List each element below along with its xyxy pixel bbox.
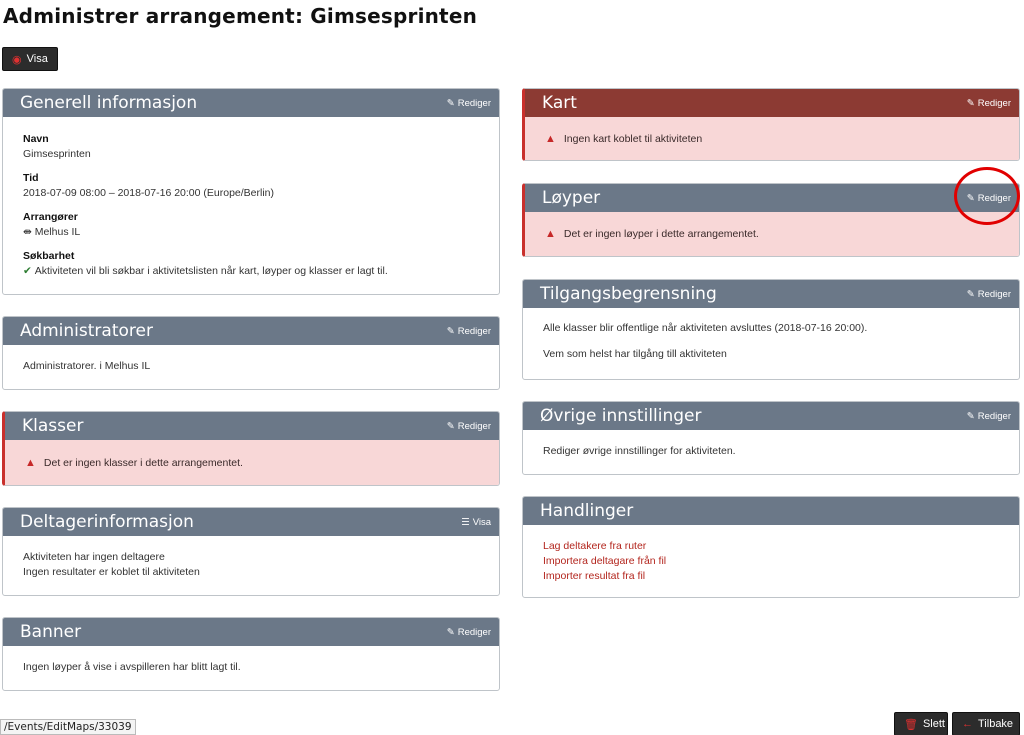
panel-title: Tilgangsbegrensning (540, 284, 717, 304)
courses-alert-text: Det er ingen løyper i dette arrangementet. (563, 228, 759, 240)
participants-body (3, 536, 499, 589)
status-bar-url: /Events/EditMaps/33039 (0, 719, 136, 735)
panel-header (3, 508, 499, 536)
banner-text: Ingen løyper å vise i avspilleren har blitt lagt til. (23, 661, 241, 673)
warning-icon: ▲ (545, 228, 556, 240)
panel-header (523, 402, 1019, 430)
eye-icon: ◉ (12, 53, 22, 66)
general-edit-button[interactable] (447, 98, 491, 109)
participants-line2: Ingen resultater er koblet til aktiviteten (23, 566, 200, 578)
other-text: Rediger øvrige innstillinger for aktiviteten. (543, 445, 736, 457)
edit-label: Rediger (457, 325, 491, 337)
trash-icon: 🗑 (904, 718, 918, 731)
panel-title: Banner (20, 622, 82, 642)
courses-edit-button[interactable] (967, 193, 1011, 204)
edit-icon: ✎ (446, 325, 455, 337)
panel-header (5, 412, 499, 440)
edit-label: Rediger (977, 192, 1011, 204)
panel-title: Handlinger (540, 501, 634, 521)
other-settings-panel (522, 401, 1020, 475)
list-icon: ☰ (461, 516, 470, 528)
panel-header (525, 184, 1019, 212)
name-label: Navn (23, 133, 49, 145)
edit-icon: ✎ (966, 410, 975, 422)
banner-edit-button[interactable] (447, 627, 491, 638)
back-button-label: Tilbake (978, 718, 1014, 730)
courses-panel (522, 183, 1020, 257)
edit-icon: ✎ (966, 288, 975, 300)
organizers-row (23, 225, 479, 240)
general-info-panel (2, 88, 500, 295)
panel-header (3, 317, 499, 345)
panel-title: Generell informasjon (20, 93, 198, 113)
map-alert-text: Ingen kart koblet til aktiviteten (563, 132, 703, 145)
view-button[interactable] (2, 47, 58, 71)
access-body (523, 308, 1019, 371)
actions-panel (522, 496, 1020, 598)
check-icon: ✔ (23, 265, 35, 277)
panel-title: Øvrige innstillinger (540, 406, 702, 426)
classes-alert-text: Det er ingen klasser i dette arrangementet. (43, 456, 243, 469)
name-value: Gimsesprinten (23, 148, 91, 160)
panel-header (523, 280, 1019, 308)
panel-header (523, 497, 1019, 525)
map-alert (525, 117, 1019, 161)
edit-label: Rediger (977, 410, 1011, 422)
banner-panel (2, 617, 500, 691)
panel-title: Løyper (542, 188, 601, 208)
participants-panel (2, 507, 500, 596)
back-button[interactable] (952, 712, 1020, 735)
searchable-value: Aktiviteten vil bli søkbar i aktivitetslisten når kart, løyper og klasser er lagt til. (34, 265, 388, 277)
time-label: Tid (23, 172, 39, 184)
edit-label: Rediger (977, 288, 1011, 300)
access-line2: Vem som helst har tilgång till aktiviteten (543, 348, 727, 360)
admins-text: Administratorer. i Melhus IL (23, 360, 151, 372)
panel-header (3, 89, 499, 117)
panel-header (525, 89, 1019, 117)
other-edit-button[interactable] (967, 411, 1011, 422)
view-button-label: Visa (26, 53, 48, 65)
warning-icon: ▲ (25, 456, 36, 469)
admins-edit-button[interactable] (447, 326, 491, 337)
edit-icon: ✎ (966, 97, 975, 109)
admins-panel (2, 316, 500, 390)
import-participants-link[interactable]: Importera deltagare från fil (543, 555, 667, 567)
access-line1: Alle klasser blir offentlige når aktiviteten avsluttes (2018-07-16 20:00). (543, 322, 868, 334)
panel-title: Deltagerinformasjon (20, 512, 194, 532)
delete-button[interactable] (894, 712, 948, 735)
edit-label: Rediger (977, 97, 1011, 109)
import-results-link[interactable]: Importer resultat fra fil (543, 570, 646, 582)
participants-line1: Aktiviteten har ingen deltagere (23, 551, 165, 563)
arrow-left-icon: ← (962, 718, 973, 730)
create-participants-link[interactable]: Lag deltakere fra ruter (543, 540, 647, 552)
panel-title: Klasser (22, 416, 84, 436)
map-panel (522, 88, 1020, 161)
organizers-label: Arrangører (23, 211, 78, 223)
participants-view-button[interactable] (461, 517, 491, 528)
edit-label: Rediger (457, 97, 491, 109)
panel-header (3, 618, 499, 646)
panel-title: Kart (542, 93, 577, 113)
delete-button-label: Slett (922, 718, 945, 730)
classes-alert (5, 440, 499, 486)
searchable-row (23, 264, 479, 279)
warning-icon: ▲ (545, 132, 556, 145)
access-panel (522, 279, 1020, 380)
edit-icon: ✎ (446, 626, 455, 638)
edit-icon: ✎ (966, 192, 975, 204)
page-title: Administrer arrangement: Gimsesprinten (3, 4, 478, 28)
general-body (3, 117, 499, 288)
edit-label: Rediger (457, 420, 491, 432)
edit-label: Rediger (457, 626, 491, 638)
access-edit-button[interactable] (967, 289, 1011, 300)
courses-alert (525, 212, 1019, 257)
panel-title: Administratorer (20, 321, 153, 341)
map-edit-button[interactable] (967, 98, 1011, 109)
organizers-value: Melhus IL (34, 226, 81, 238)
edit-icon: ✎ (446, 97, 455, 109)
organization-icon: ⇼ (23, 226, 35, 238)
view-label: Visa (472, 516, 491, 528)
time-value: 2018-07-09 08:00 – 2018-07-16 20:00 (Europe/Berlin) (23, 187, 275, 199)
edit-icon: ✎ (446, 420, 455, 432)
searchable-label: Søkbarhet (23, 250, 75, 262)
actions-body (523, 525, 1019, 593)
classes-edit-button[interactable] (447, 421, 491, 432)
classes-panel (2, 411, 500, 486)
